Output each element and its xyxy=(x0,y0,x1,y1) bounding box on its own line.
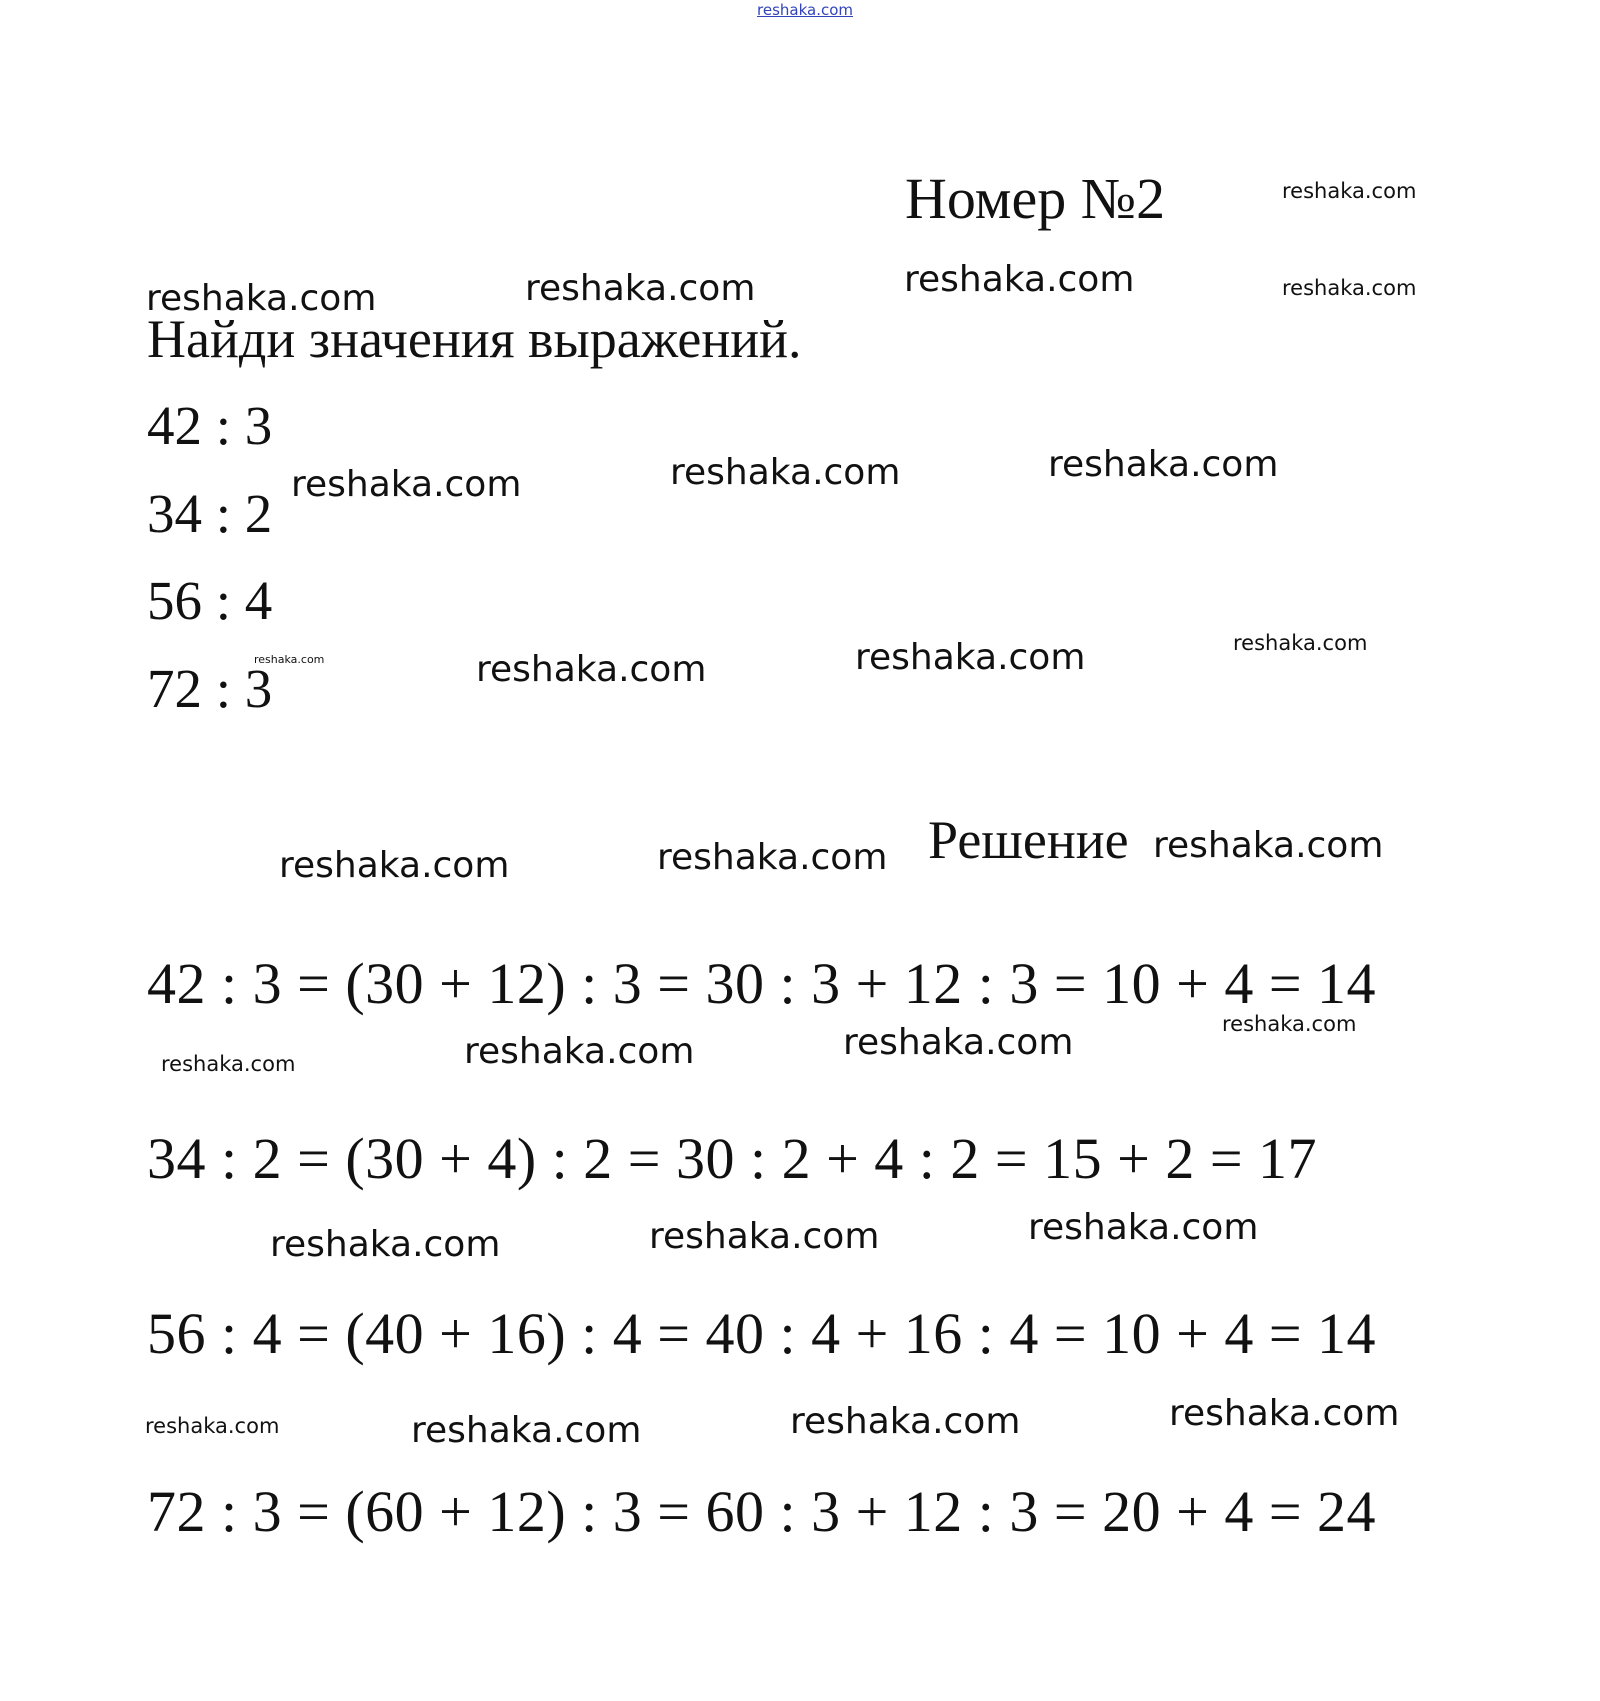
watermark: reshaka.com xyxy=(525,268,756,309)
watermark: reshaka.com xyxy=(1282,276,1417,300)
expression-1: 42 : 3 xyxy=(147,395,273,456)
watermark: reshaka.com xyxy=(145,1414,280,1438)
page-title: Номер №2 xyxy=(905,166,1166,231)
watermark: reshaka.com xyxy=(1048,444,1279,485)
watermark: reshaka.com xyxy=(146,278,377,319)
watermark: reshaka.com xyxy=(411,1410,642,1451)
solution-line-1: 42 : 3 = (30 + 12) : 3 = 30 : 3 + 12 : 3 = 10 + 4 = 14 xyxy=(147,951,1377,1016)
solution-title: Решение xyxy=(928,810,1129,870)
solution-line-4: 72 : 3 = (60 + 12) : 3 = 60 : 3 + 12 : 3 = 20 + 4 = 24 xyxy=(147,1479,1377,1544)
watermark: reshaka.com xyxy=(904,259,1135,300)
watermark: reshaka.com xyxy=(270,1224,501,1265)
watermark: reshaka.com xyxy=(1153,825,1384,866)
watermark: reshaka.com xyxy=(291,464,522,505)
expression-2: 34 : 2 xyxy=(147,483,273,544)
expression-3: 56 : 4 xyxy=(147,570,273,631)
solution-line-2: 34 : 2 = (30 + 4) : 2 = 30 : 2 + 4 : 2 = 15 + 2 = 17 xyxy=(147,1126,1318,1191)
watermark: reshaka.com xyxy=(790,1401,1021,1442)
watermark: reshaka.com xyxy=(657,837,888,878)
task-text: Найди значения выражений. xyxy=(147,309,802,369)
watermark: reshaka.com xyxy=(464,1031,695,1072)
watermark: reshaka.com xyxy=(254,653,325,666)
watermark: reshaka.com xyxy=(1028,1207,1259,1248)
watermark: reshaka.com xyxy=(649,1216,880,1257)
watermark: reshaka.com xyxy=(843,1022,1074,1063)
watermark: reshaka.com xyxy=(279,845,510,886)
watermark: reshaka.com xyxy=(670,452,901,493)
watermark: reshaka.com xyxy=(1233,631,1368,655)
watermark: reshaka.com xyxy=(476,649,707,690)
watermark: reshaka.com xyxy=(855,637,1086,678)
site-link-top[interactable]: reshaka.com xyxy=(757,1,853,19)
watermark: reshaka.com xyxy=(1169,1393,1400,1434)
watermark: reshaka.com xyxy=(1222,1012,1357,1036)
expression-4: 72 : 3 xyxy=(147,658,273,719)
watermark: reshaka.com xyxy=(1282,179,1417,203)
solution-line-3: 56 : 4 = (40 + 16) : 4 = 40 : 4 + 16 : 4 = 10 + 4 = 14 xyxy=(147,1301,1377,1366)
watermark: reshaka.com xyxy=(161,1052,296,1076)
